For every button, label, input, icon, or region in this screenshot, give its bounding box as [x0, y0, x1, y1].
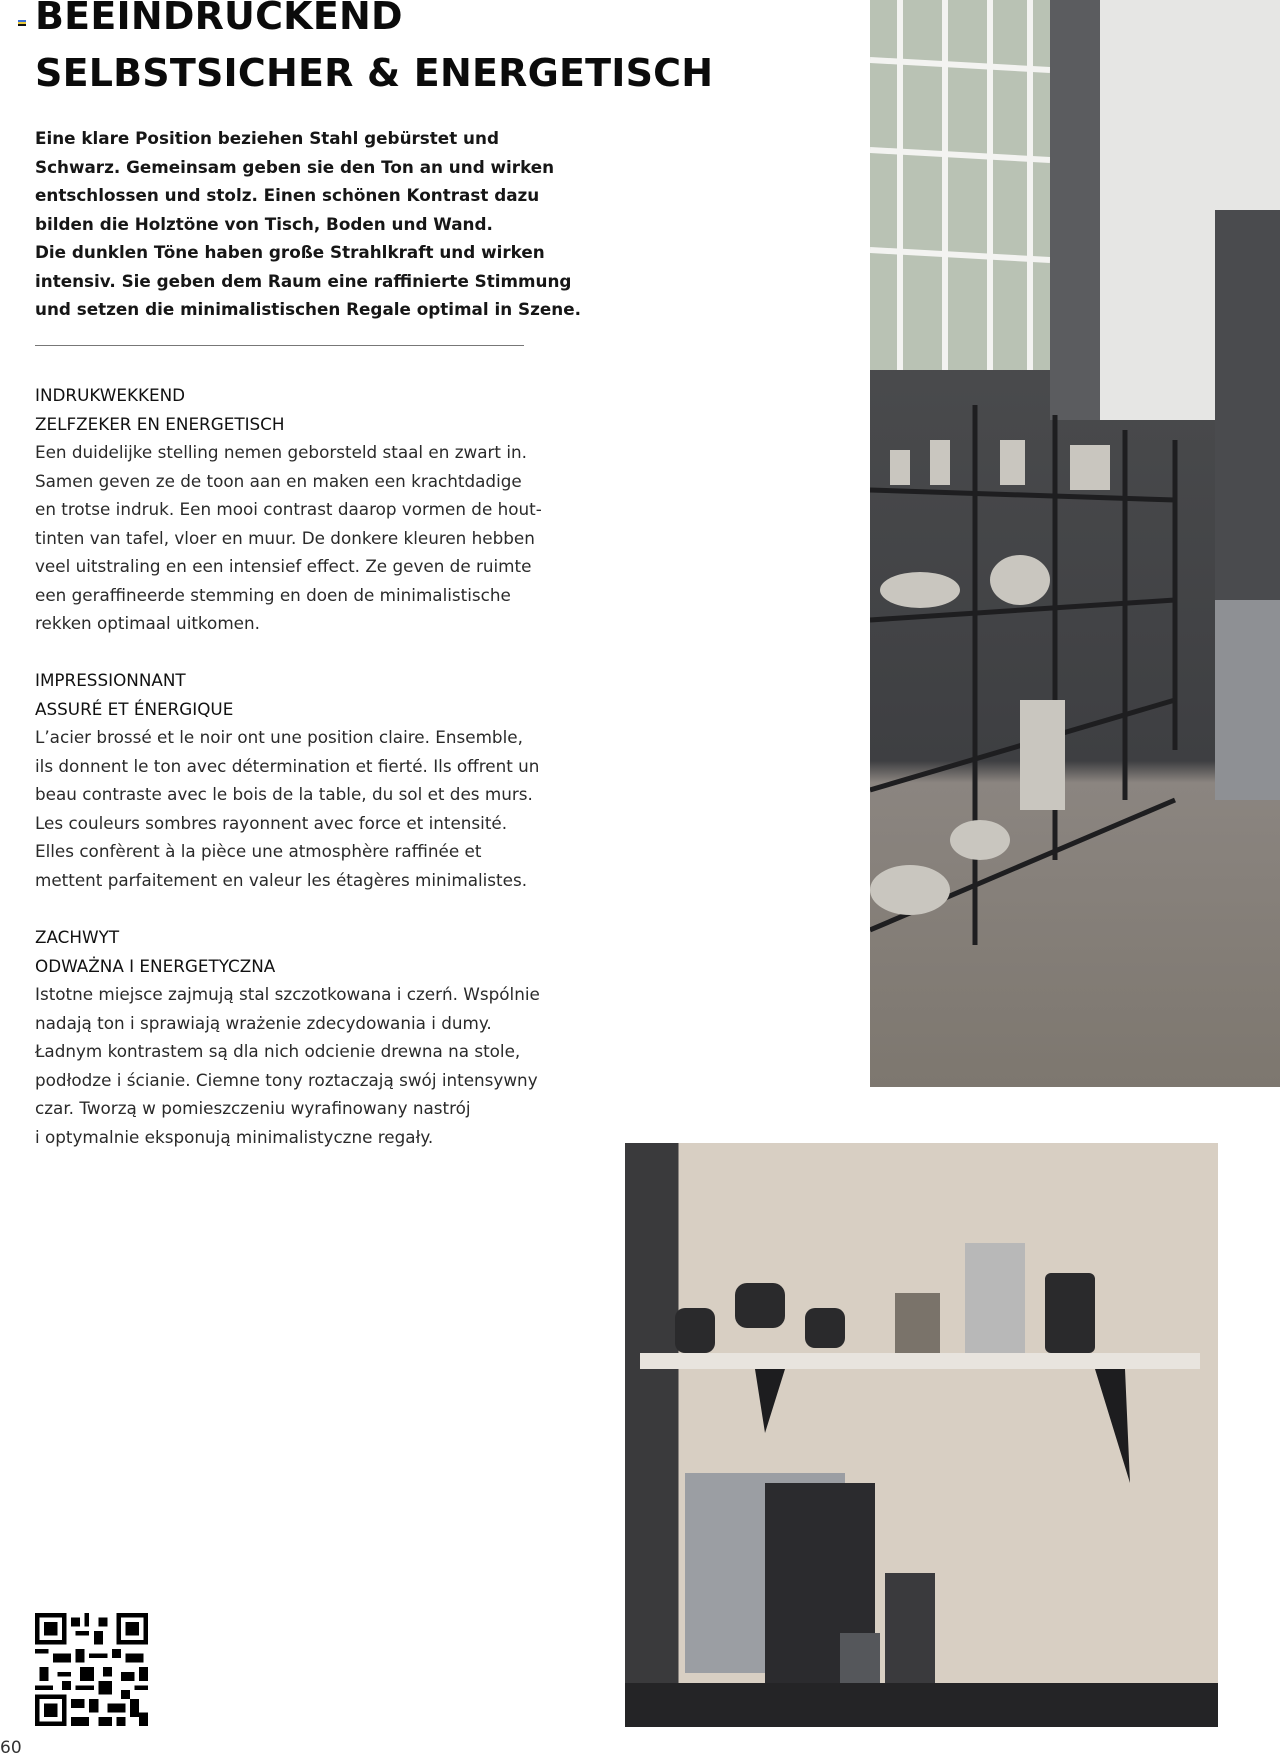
text-line: ils donnent le ton avec détermination et fierté. Ils offrent un: [35, 755, 540, 776]
dutch-section: [35, 381, 542, 638]
text-line: i optymalnie eksponują minimalistyczne regały.: [35, 1126, 434, 1147]
section-heading: IMPRESSIONNANT: [35, 670, 186, 690]
section-subheading: ZELFZEKER EN ENERGETISCH: [35, 413, 285, 434]
title-line-1: BEEINDRUCKEND: [35, 0, 403, 38]
text-line: mettent parfaitement en valeur les étagères minimalistes.: [35, 869, 528, 890]
section-subheading: ODWAŻNA I ENERGETYCZNA: [35, 955, 276, 976]
text-line: bilden die Holztöne von Tisch, Boden und Wand.: [35, 213, 493, 234]
text-line: Eine klare Position beziehen Stahl gebürstet und: [35, 128, 499, 148]
section-heading: ZACHWYT: [35, 927, 120, 947]
french-section: [35, 666, 540, 894]
german-text: [35, 124, 581, 324]
text-line: en trotse indruk. Een mooi contrast daarop vormen de hout-: [35, 499, 542, 519]
text-line: Die dunklen Töne haben große Strahlkraft und wirken: [35, 242, 545, 262]
text-line: een geraffineerde stemming en doen de minimalistische: [35, 584, 511, 605]
text-line: Ładnym kontrastem są dla nich odcienie drewna na stole,: [35, 1041, 521, 1061]
coffee-shelf-photo: [625, 1143, 1218, 1727]
text-line: intensiv. Sie geben dem Raum eine raffinierte Stimmung: [35, 270, 572, 291]
section-heading: INDRUKWEKKEND: [35, 385, 186, 405]
text-line: tinten van tafel, vloer en muur. De donkere kleuren hebben: [35, 527, 535, 548]
text-line: nadają ton i sprawiają wrażenie zdecydowania i dumy.: [35, 1012, 492, 1033]
text-line: veel uitstraling en een intensief effect. Ze geven de ruimte: [35, 556, 532, 576]
kitchen-shelving-photo: [870, 0, 1280, 1087]
qr-code: [35, 1613, 148, 1726]
divider: [35, 345, 524, 346]
text-line: podłodze i ścianie. Ciemne tony roztaczają swój intensywny: [35, 1069, 538, 1090]
text-line: und setzen die minimalistischen Regale optimal in Szene.: [35, 299, 581, 319]
text-line: Les couleurs sombres rayonnent avec force et intensité.: [35, 812, 508, 833]
text-line: Elles confèrent à la pièce une atmosphère raffinée et: [35, 841, 482, 861]
text-line: rekken optimaal uitkomen.: [35, 613, 260, 633]
text-line: L’acier brossé et le noir ont une position claire. Ensemble,: [35, 727, 523, 747]
text-line: Istotne miejsce zajmują stal szczotkowana i czerń. Wspólnie: [35, 984, 540, 1004]
text-line: czar. Tworzą w pomieszczeniu wyrafinowany nastrój: [35, 1098, 471, 1118]
page-number: 60: [0, 1738, 22, 1758]
text-line: Schwarz. Gemeinsam geben sie den Ton an und wirken: [35, 156, 555, 177]
text-line: Samen geven ze de toon aan en maken een krachtdadige: [35, 470, 522, 491]
text-line: entschlossen und stolz. Einen schönen Kontrast dazu: [35, 185, 540, 205]
polish-section: [35, 923, 540, 1151]
print-color-mark: [18, 20, 26, 26]
section-subheading: ASSURÉ ET ÉNERGIQUE: [35, 698, 234, 719]
page-title: [35, 0, 713, 102]
title-line-2: SELBSTSICHER & ENERGETISCH: [35, 51, 714, 95]
text-line: beau contraste avec le bois de la table, du sol et des murs.: [35, 784, 533, 804]
text-line: Een duidelijke stelling nemen geborsteld staal en zwart in.: [35, 442, 527, 462]
